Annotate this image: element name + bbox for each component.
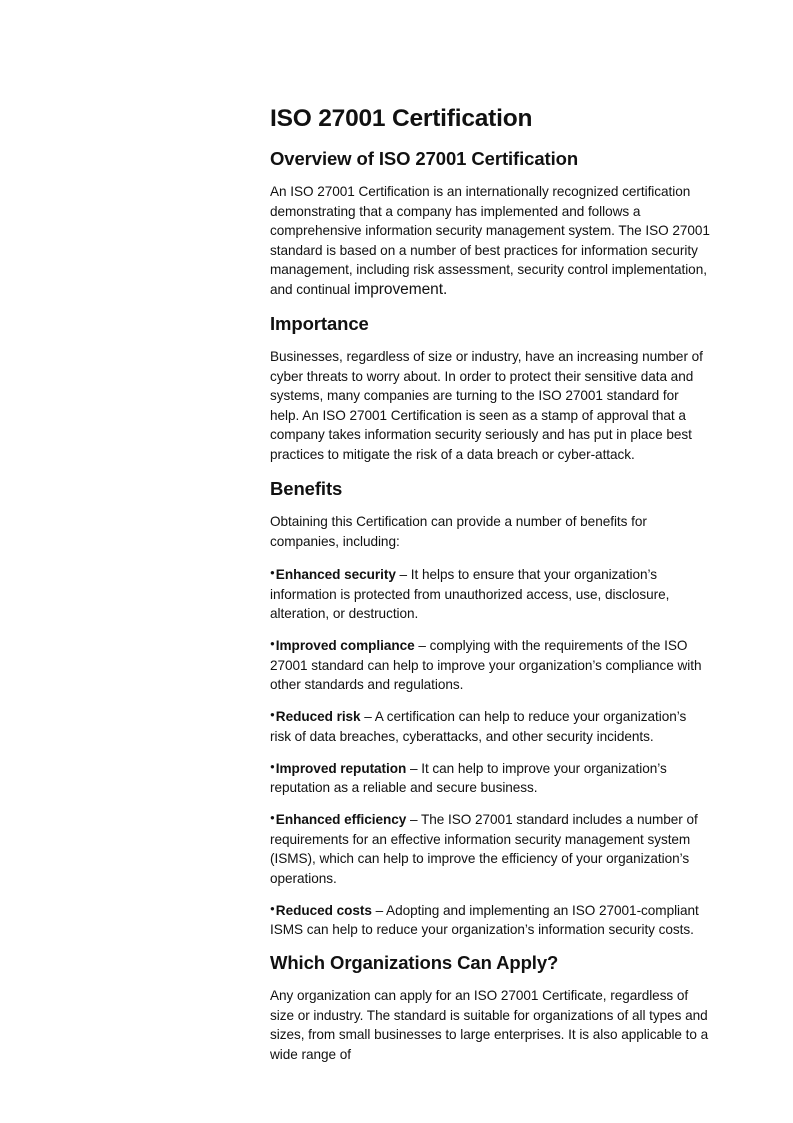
benefit-text: – It can help to improve your organization’s reputation as a reliable and secure business. <box>270 760 667 795</box>
benefit-item <box>270 808 710 888</box>
benefit-item <box>270 563 710 624</box>
benefit-text: – The ISO 27001 standard includes a number of requirements for an effective information security management system (ISMS), which can help to improve the efficiency of your organization’s operations. <box>270 812 698 886</box>
benefit-item <box>270 757 710 798</box>
benefit-term: Reduced costs <box>275 902 372 918</box>
benefit-term: Reduced risk <box>275 709 361 724</box>
section-heading-which-organizations: Which Organizations Can Apply? <box>270 952 559 973</box>
overview-text: An ISO 27001 Certification is an internationally recognized certification demonstrating that a company has implemented and follows a comprehensive information security management system. The ISO 27001 standard is based on a number of best practices for information security management, including risk assessment, security control implementation, and continual <box>270 184 710 297</box>
section-heading-overview: Overview of ISO 27001 Certification <box>270 148 579 169</box>
bullet-icon: ● <box>270 568 275 577</box>
benefit-text: – A certification can help to reduce your organization’s risk of data breaches, cyberattacks, and other security incidents. <box>270 709 687 744</box>
benefit-text: – complying with the requirements of the ISO 27001 standard can help to improve your organization’s compliance with other standards and regulations. <box>270 638 702 692</box>
page-title: ISO 27001 Certification <box>270 105 533 132</box>
benefit-item <box>270 705 710 746</box>
bullet-icon: ● <box>270 903 275 913</box>
benefit-item <box>270 634 710 695</box>
overview-paragraph <box>270 182 710 299</box>
document-page <box>270 103 710 1076</box>
bullet-icon: ● <box>270 710 275 719</box>
benefit-text: – Adopting and implementing an ISO 27001-compliant ISMS can help to reduce your organization’s information security costs. <box>270 902 699 937</box>
benefit-item <box>270 899 710 940</box>
benefit-term: Improved compliance <box>275 638 415 653</box>
which-organizations-paragraph: Any organization can apply for an ISO 27001 Certificate, regardless of size or industry. The standard is suitable for organizations of all types and sizes, from small businesses to large enterprises. It is also applicable to a wide range of <box>270 988 709 1062</box>
benefits-intro-paragraph: Obtaining this Certification can provide a number of benefits for companies, including: <box>270 514 647 549</box>
section-heading-benefits: Benefits <box>270 478 343 499</box>
bullet-icon: ● <box>270 639 275 648</box>
importance-paragraph: Businesses, regardless of size or industry, have an increasing number of cyber threats to worry about. In order to protect their sensitive data and systems, many companies are turning to the ISO 27001 standard for help. An ISO 27001 Certification is seen as a stamp of approval that a company takes information security seriously and has put in place best practices to mitigate the risk of a data breach or cyber-attack. <box>270 349 703 462</box>
benefit-term: Enhanced security <box>275 567 396 582</box>
bullet-icon: ● <box>270 813 275 822</box>
overview-text-tail: improvement. <box>353 280 448 298</box>
section-heading-importance: Importance <box>270 313 369 334</box>
bullet-icon: ● <box>270 761 275 771</box>
benefit-term: Improved reputation <box>275 760 407 776</box>
benefit-term: Enhanced efficiency <box>275 812 407 827</box>
benefit-text: – It helps to ensure that your organization’s information is protected from unauthorized access, use, disclosure, alteration, or destruction. <box>270 567 670 621</box>
